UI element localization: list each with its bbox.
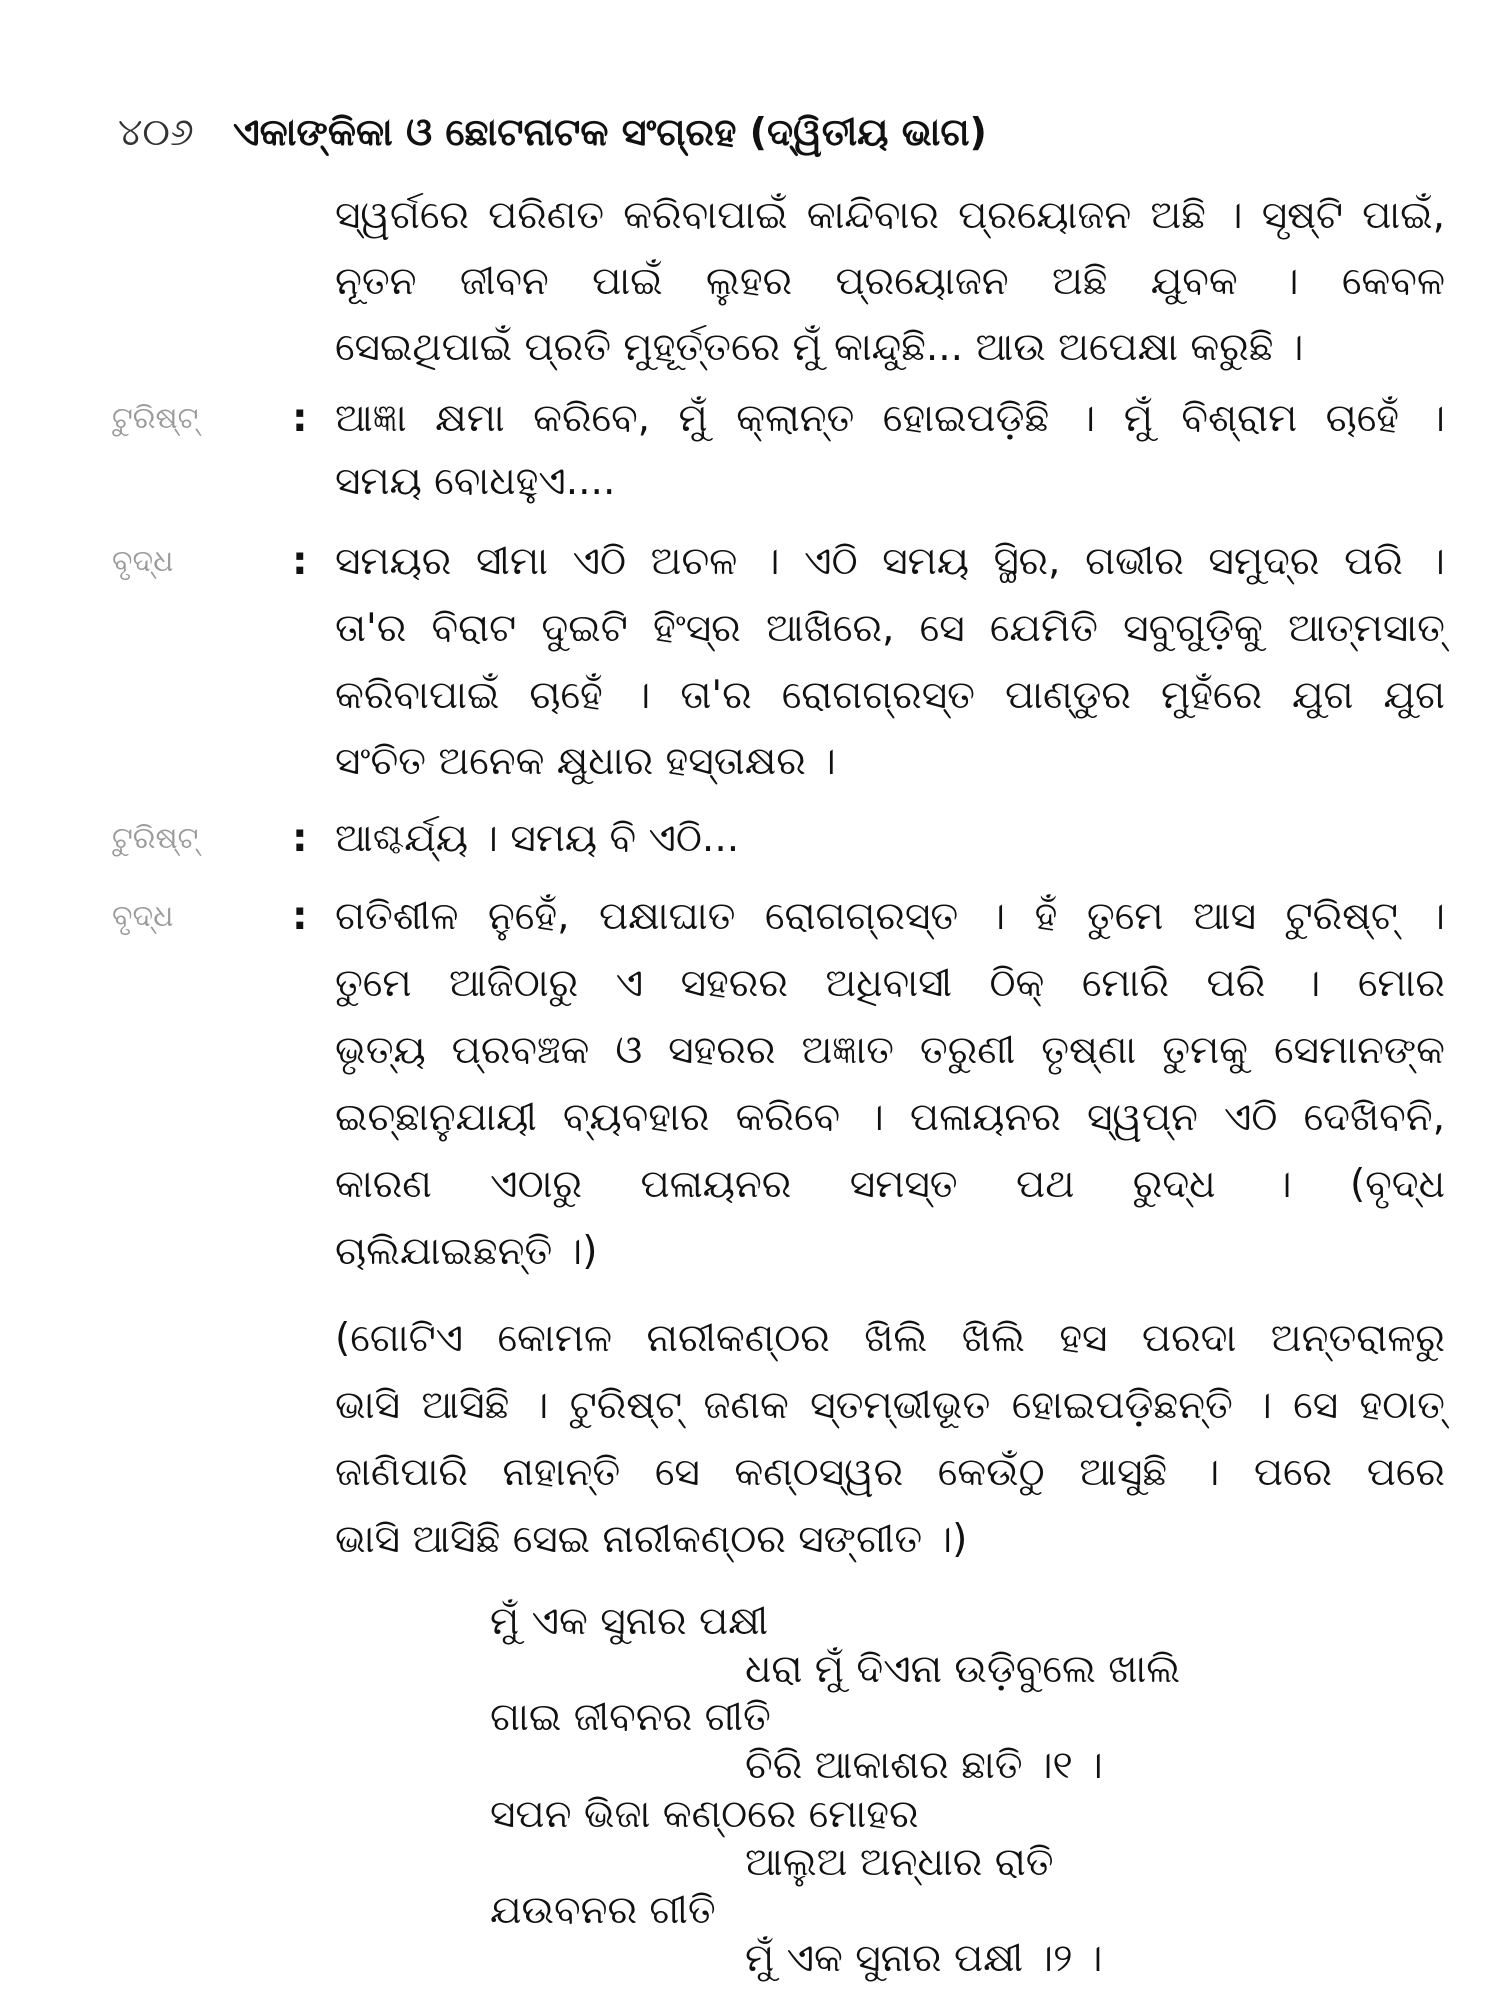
dialogue-line: ଇଚ୍ଛାନୁଯାୟୀ ବ୍ୟବହାର କରିବେ । ପଳାୟନର ସ୍ୱପ୍ନ ଏଠି ଦେଖିବନି, xyxy=(335,1095,1445,1140)
dialogue-line: ସମୟ ବୋଧହୁଏ.... xyxy=(335,459,616,504)
dialogue-line: କାରଣ ଏଠାରୁ ପଳାୟନର ସମସ୍ତ ପଥ ରୁଦ୍ଧ । (ବୃଦ୍ଧ xyxy=(335,1162,1445,1207)
speaker-colon: : xyxy=(292,816,308,861)
text-line: ସେଇଥିପାଇଁ ପ୍ରତି ମୁହୂର୍ତ୍ତରେ ମୁଁ କାନ୍ଦୁଛି... ଆଉ ଅପେକ୍ଷା କରୁଛି । xyxy=(335,325,1304,370)
song-line: ଯଉବନର ଗୀତି xyxy=(490,1888,716,1933)
dialogue-line: ସଂଚିତ ଅନେକ କ୍ଷୁଧାର ହସ୍ତାକ୍ଷର । xyxy=(335,739,836,784)
stage-direction-line: ଜାଣିପାରି ନାହାନ୍ତି ସେ କଣ୍ଠସ୍ୱର କେଉଁଠୁ ଆସୁଛି । ପରେ ପରେ xyxy=(335,1450,1445,1495)
stage-direction-line: ଭାସି ଆସିଛି ସେଇ ନାରୀକଣ୍ଠର ସଙ୍ଗୀତ ।) xyxy=(335,1517,968,1562)
stage-direction-line: ଭାସି ଆସିଛି । ଟୁରିଷ୍ଟ୍ ଜଣକ ସ୍ତମ୍ଭୀଭୂତ ହୋଇପଡ଼ିଛନ୍ତି । ସେ ହଠାତ୍ xyxy=(335,1383,1445,1428)
dialogue-line: ଭୃତ୍ୟ ପ୍ରବଞ୍ଚକ ଓ ସହରର ଅଜ୍ଞାତ ତରୁଣୀ ତୃଷ୍ଣା ତୁମକୁ ସେମାନଙ୍କ xyxy=(335,1028,1445,1073)
dialogue-line: ଆଶ୍ଚର୍ଯ୍ୟ । ସମୟ ବି ଏଠି... xyxy=(335,816,740,861)
speaker-colon: : xyxy=(292,396,308,441)
song-line: ଚିରି ଆକାଶର ଛାତି ।୧ । xyxy=(745,1743,1103,1788)
song-line: ମୁଁ ଏକ ସୁନାର ପକ୍ଷୀ ।୨ । xyxy=(745,1936,1103,1981)
dialogue-line: ତୁମେ ଆଜିଠାରୁ ଏ ସହରର ଅଧିବାସୀ ଠିକ୍ ମୋରି ପରି । ମୋର xyxy=(335,961,1445,1006)
text-line: ସ୍ୱର୍ଗରେ ପରିଣତ କରିବାପାଇଁ କାନ୍ଦିବାର ପ୍ରୟୋଜନ ଅଛି । ସୃଷ୍ଟି ପାଇଁ, xyxy=(335,193,1445,238)
speaker-name: ଟୁରିଷ୍ଟ୍ xyxy=(112,821,199,856)
page-number: ୪୦୬ xyxy=(118,110,194,154)
speaker-colon: : xyxy=(292,539,308,584)
dialogue-line: ତା'ର ବିରାଟ ଦୁଇଟି ହିଂସ୍ର ଆଖିରେ, ସେ ଯେମିତି ସବୁଗୁଡ଼ିକୁ ଆତ୍ମସାତ୍ xyxy=(335,606,1445,651)
dialogue-line: ସମୟର ସୀମା ଏଠି ଅଚଳ । ଏଠି ସମୟ ସ୍ଥିର, ଗଭୀର ସମୁଦ୍ର ପରି । xyxy=(335,539,1445,584)
dialogue-line: ଚାଲିଯାଇଛନ୍ତି ।) xyxy=(335,1229,598,1274)
page-header xyxy=(118,108,1418,156)
speaker-name: ବୃଦ୍ଧ xyxy=(112,544,174,579)
song-line: ଧରା ମୁଁ ଦିଏନା ଉଡ଼ିବୁଲେ ଖାଲି xyxy=(745,1647,1181,1692)
speaker-name: ଟୁରିଷ୍ଟ୍ xyxy=(112,401,199,436)
song-line: ମୁଁ ଏକ ସୁନାର ପକ୍ଷୀ xyxy=(490,1599,769,1644)
song-line: ଗାଇ ଜୀବନର ଗୀତି xyxy=(490,1695,771,1740)
song-line: ସପନ ଭିଜା କଣ୍ଠରେ ମୋହର xyxy=(490,1792,919,1837)
book-title: ଏକାଙ୍କିକା ଓ ଛୋଟନାଟକ ସଂଗ୍ରହ (ଦ୍ୱିତୀୟ ଭାଗ) xyxy=(232,110,987,154)
dialogue-line: କରିବାପାଇଁ ଚାହେଁ । ତା'ର ରୋଗଗ୍ରସ୍ତ ପାଣ୍ଡୁର ମୁହଁରେ ଯୁଗ ଯୁଗ xyxy=(335,673,1445,718)
song-line: ଆଲୁଅ ଅନ୍ଧାର ରାତି xyxy=(745,1840,1054,1885)
speaker-colon: : xyxy=(292,894,308,939)
text-line: ନୂତନ ଜୀବନ ପାଇଁ ଲୁହର ପ୍ରୟୋଜନ ଅଛି ଯୁବକ । କେବଳ xyxy=(335,259,1445,304)
stage-direction-line: (ଗୋଟିଏ କୋମଳ ନାରୀକଣ୍ଠର ଖିଲି ଖିଲି ହସ ପରଦା ଅନ୍ତରାଳରୁ xyxy=(335,1316,1445,1361)
dialogue-line: ଗତିଶୀଳ ନୁହେଁ, ପକ୍ଷାଘାତ ରୋଗଗ୍ରସ୍ତ । ହଁ ତୁମେ ଆସ ଟୁରିଷ୍ଟ୍ । xyxy=(335,894,1445,939)
speaker-name: ବୃଦ୍ଧ xyxy=(112,899,174,934)
dialogue-line: ଆଜ୍ଞା କ୍ଷମା କରିବେ, ମୁଁ କ୍ଲାନ୍ତ ହୋଇପଡ଼ିଛି । ମୁଁ ବିଶ୍ରାମ ଚାହେଁ । xyxy=(335,396,1445,441)
